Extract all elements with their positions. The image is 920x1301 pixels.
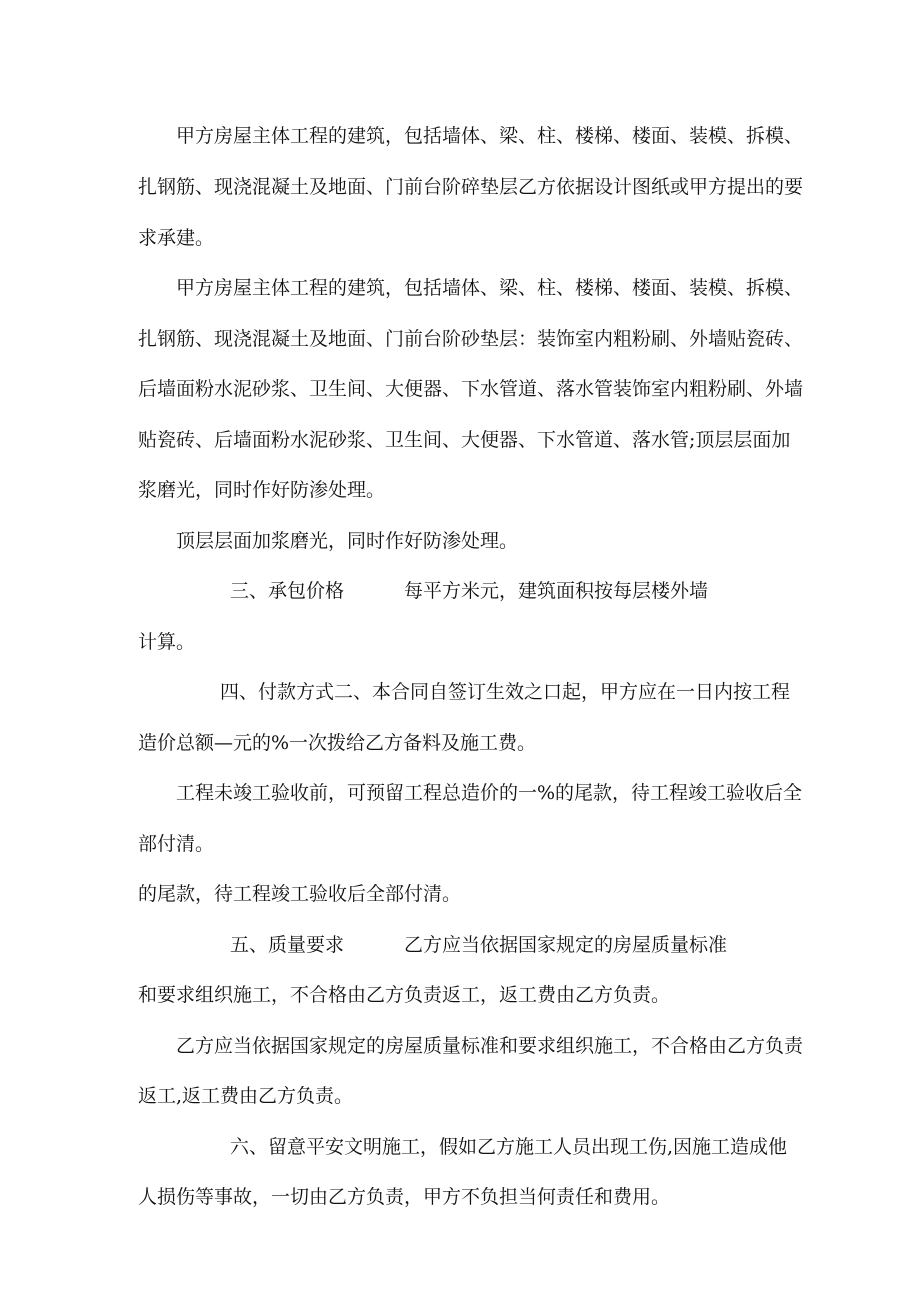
section-5-text: 乙方应当依据国家规定的房屋质量标准 — [404, 934, 728, 956]
section-3-text: 每平方米元，建筑面积按每层楼外墙 — [404, 580, 709, 602]
section-6-line-2: 人损伤等事故，一切由乙方负责，甲方不负担当何责任和费用。 — [138, 1186, 671, 1208]
paragraph-1-line-3: 求承建。 — [138, 227, 215, 249]
paragraph-1-line-1: 甲方房屋主体工程的建筑，包括墙体、梁、柱、楼梯、楼面、装模、拆模、 — [176, 125, 804, 147]
paragraph-3: 顶层层面加浆磨光，同时作好防渗处理。 — [176, 530, 519, 552]
paragraph-6-line-2: 返工,返工费由乙方负责。 — [138, 1085, 354, 1107]
section-5-continuation: 和要求组织施工，不合格由乙方负责返工，返工费由乙方负责。 — [138, 984, 671, 1006]
paragraph-6-line-1: 乙方应当依据国家规定的房屋质量标准和要求组织施工，不合格由乙方负责 — [176, 1035, 804, 1057]
section-6-line-1: 六、留意平安文明施工，假如乙方施工人员出现工伤,因施工造成他 — [230, 1136, 788, 1158]
section-3-line-1 — [230, 579, 708, 603]
section-4-line-1: 四、付款方式二、本合同自签订生效之口起，甲方应在一日内按工程 — [220, 681, 791, 703]
paragraph-1-line-2: 扎钢筋、现浇混凝土及地面、门前台阶碎垫层乙方依据设计图纸或甲方提出的要 — [138, 176, 804, 198]
section-3-continuation: 计算。 — [138, 631, 196, 653]
section-4-line-2: 造价总额—元的%一次拨给乙方备料及施工费。 — [138, 732, 537, 754]
section-3-heading: 三、承包价格 — [230, 580, 345, 602]
paragraph-2-line-3: 后墙面粉水泥砂浆、卫生间、大便器、下水管道、落水管装饰室内粗粉刷、外墙 — [138, 378, 804, 400]
paragraph-2-line-1: 甲方房屋主体工程的建筑，包括墙体、梁、柱、楼梯、楼面、装模、拆模、 — [176, 277, 804, 299]
paragraph-4-line-1: 工程未竣工验收前，可预留工程总造价的一%的尾款，待工程竣工验收后全 — [176, 782, 803, 804]
paragraph-5: 的尾款，待工程竣工验收后全部付清。 — [138, 883, 462, 905]
section-5-line-1 — [230, 933, 727, 957]
paragraph-2-line-2: 扎钢筋、现浇混凝土及地面、门前台阶砂垫层：装饰室内粗粉刷、外墙贴瓷砖、 — [138, 328, 804, 350]
paragraph-2-line-4: 贴瓷砖、后墙面粉水泥砂浆、卫生间、大便器、下水管道、落水管;顶层层面加 — [138, 429, 791, 451]
section-5-heading: 五、质量要求 — [230, 934, 345, 956]
paragraph-2-line-5: 浆磨光，同时作好防渗处理。 — [138, 479, 386, 501]
paragraph-4-line-2: 部付清。 — [138, 833, 215, 855]
